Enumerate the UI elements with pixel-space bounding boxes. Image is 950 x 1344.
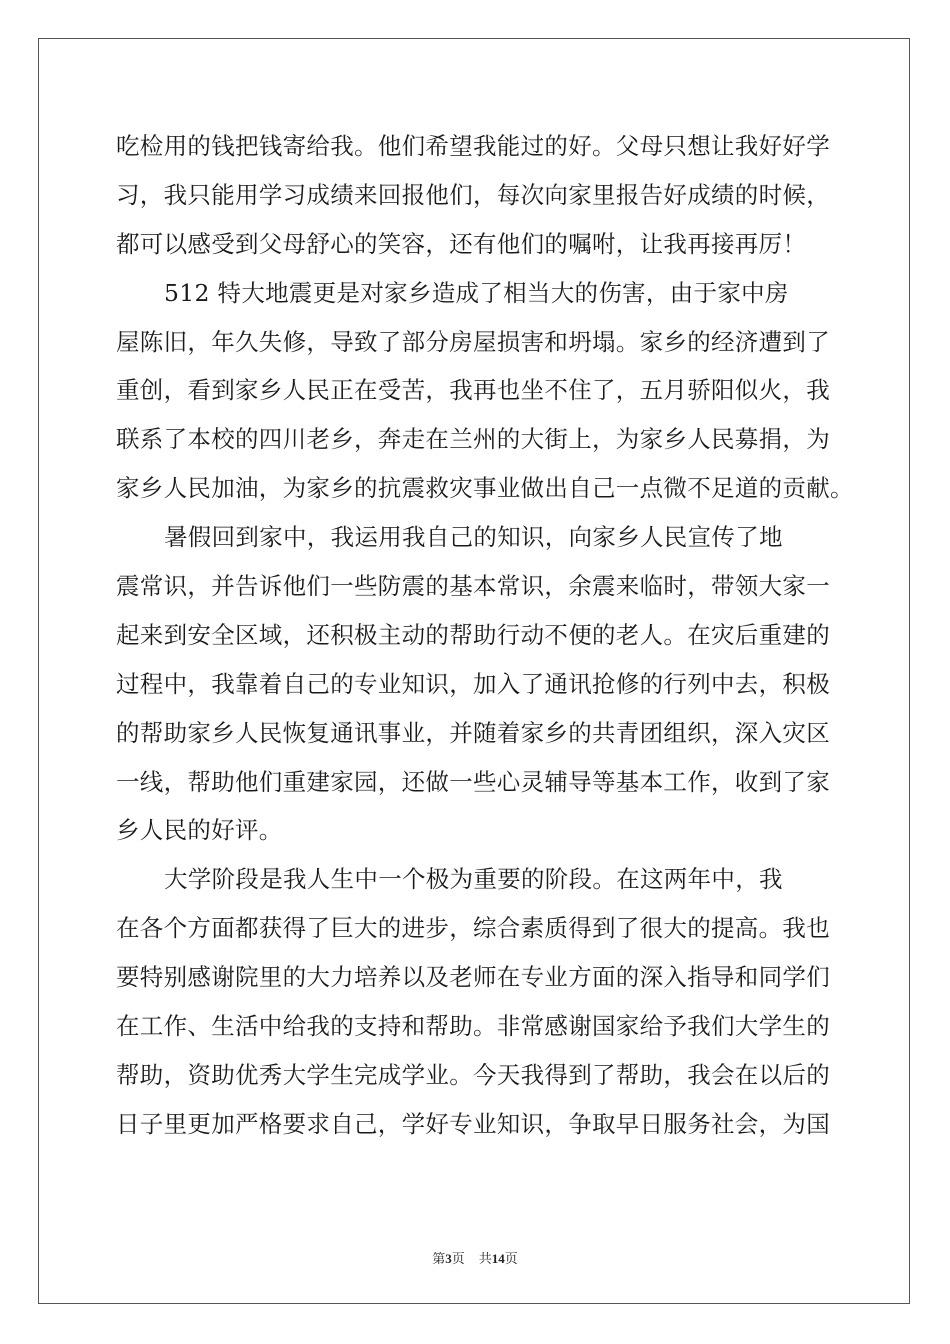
text-line: 一线，帮助他们重建家园，还做一些心灵辅导等基本工作，收到了家 — [116, 767, 830, 796]
text-line: 要特别感谢院里的大力培养以及老师在专业方面的深入指导和同学们 — [116, 963, 830, 992]
total-prefix: 共 — [478, 1252, 492, 1267]
text-line: 重创，看到家乡人民正在受苦，我再也坐不住了，五月骄阳似火，我 — [116, 376, 830, 405]
text-line: 在工作、生活中给我的支持和帮助。非常感谢国家给予我们大学生的 — [116, 1012, 830, 1041]
text-line: 起来到安全区域，还积极主动的帮助行动不便的老人。在灾后重建的 — [116, 620, 830, 649]
paragraph-start-line: 暑假回到家中，我运用我自己的知识，向家乡人民宣传了地 — [164, 523, 783, 552]
total-unit: 页 — [504, 1252, 518, 1267]
text-line: 联系了本校的四川老乡，奔走在兰州的大街上，为家乡人民募捐，为 — [116, 425, 830, 454]
page-current-number: 3 — [445, 1251, 452, 1266]
text-line: 吃检用的钱把钱寄给我。他们希望我能过的好。父母只想让我好好学 — [116, 132, 830, 160]
page-unit: 页 — [451, 1252, 465, 1267]
paragraph-start-line: 512 特大地震更是对家乡造成了相当大的伤害，由于家中房 — [164, 278, 789, 307]
page-total-number: 14 — [491, 1251, 505, 1266]
text-line: 震常识，并告诉他们一些防震的基本常识，余震来临时，带领大家一 — [116, 572, 830, 601]
text-line: 习，我只能用学习成绩来回报他们，每次向家里报告好成绩的时候， — [116, 180, 830, 209]
text-line: 日子里更加严格要求自己，学好专业知识，争取早日服务社会，为国 — [116, 1109, 830, 1138]
document-body — [116, 129, 854, 1156]
text-line: 屋陈旧，年久失修，导致了部分房屋损害和坍塌。家乡的经济遭到了 — [116, 327, 830, 356]
page-prefix: 第 — [432, 1252, 446, 1267]
text-line: 的帮助家乡人民恢复通讯事业，并随着家乡的共青团组织，深入灾区 — [116, 718, 830, 747]
text-line: 家乡人民加油，为家乡的抗震救灾事业做出自己一点微不足道的贡献。 — [116, 474, 854, 503]
text-line: 都可以感受到父母舒心的笑容，还有他们的嘱咐，让我再接再厉！ — [116, 229, 807, 258]
page-footer — [0, 1248, 950, 1267]
text-line: 乡人民的好评。 — [116, 816, 283, 845]
text-line: 帮助，资助优秀大学生完成学业。今天我得到了帮助，我会在以后的 — [116, 1060, 830, 1089]
text-line: 在各个方面都获得了巨大的进步，综合素质得到了很大的提高。我也 — [116, 914, 830, 943]
paragraph-start-line: 大学阶段是我人生中一个极为重要的阶段。在这两年中，我 — [164, 865, 783, 894]
text-line: 过程中，我靠着自己的专业知识，加入了通讯抢修的行列中去，积极 — [116, 669, 830, 698]
